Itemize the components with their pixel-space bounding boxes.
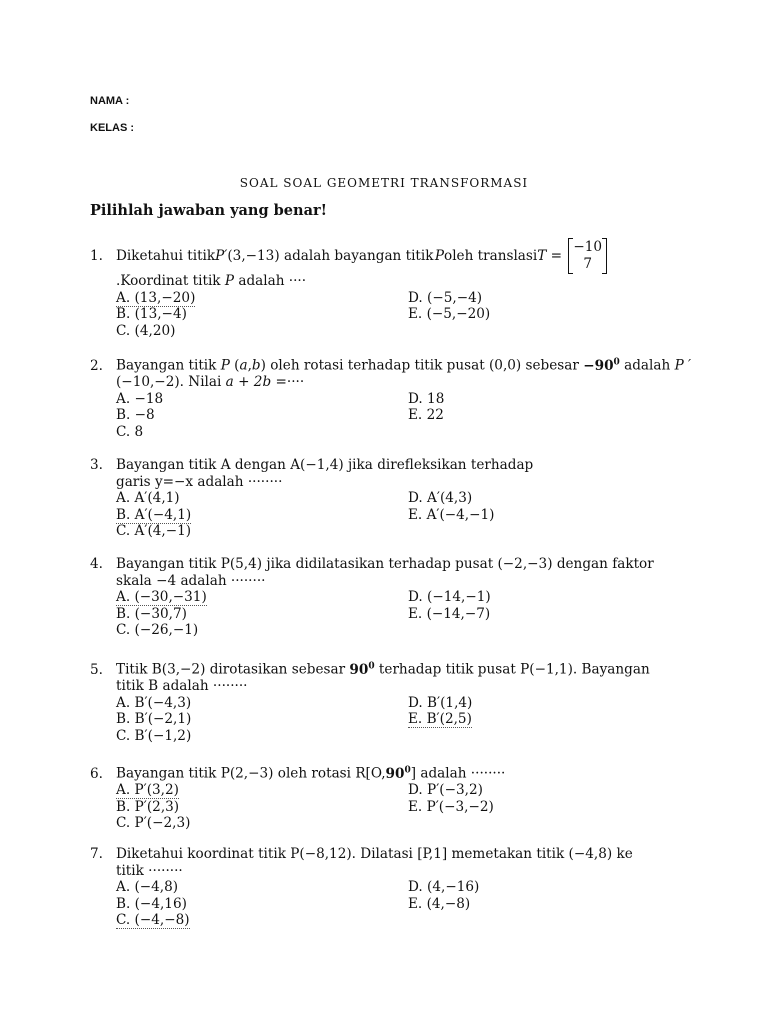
var-p-prime: P ′ xyxy=(674,357,692,374)
option-a[interactable]: A. (13,−20) xyxy=(116,289,196,306)
question-number: 6. xyxy=(90,765,103,782)
option-d[interactable]: D. 18 xyxy=(408,390,445,407)
expression: a + 2b xyxy=(225,374,272,391)
options xyxy=(90,290,690,340)
option-a[interactable]: A. (−4,8) xyxy=(116,879,179,896)
question-text: Bayangan titik A dengan A(−1,4) jika direfleksikan terhadap xyxy=(116,457,534,473)
option-e[interactable]: E. A′(−4,−1) xyxy=(408,506,495,523)
question-4 xyxy=(90,556,690,639)
option-a[interactable]: A. B′(−4,3) xyxy=(116,694,192,711)
option-b[interactable]: B. B′(−2,1) xyxy=(116,711,192,728)
question-text: ] adalah ········ xyxy=(410,765,506,782)
option-e[interactable]: E. B′(2,5) xyxy=(408,711,472,728)
options xyxy=(90,782,690,832)
options xyxy=(90,695,690,745)
option-b[interactable]: B. (−4,16) xyxy=(116,895,187,912)
question-text: oleh translasi xyxy=(444,247,538,264)
question-text: garis y=−x adalah ········ xyxy=(116,473,283,490)
question-number: 5. xyxy=(90,661,103,678)
question-5 xyxy=(90,658,690,745)
question-2 xyxy=(90,354,690,441)
question-number: 2. xyxy=(90,357,103,374)
question-text: adalah ···· xyxy=(234,273,307,289)
question-text: (3,−13) adalah bayangan titik xyxy=(227,247,434,264)
option-c[interactable]: C. 8 xyxy=(116,423,144,440)
option-b[interactable]: B. A′(−4,1) xyxy=(116,506,192,523)
options xyxy=(90,490,690,540)
option-a[interactable]: A. A′(4,1) xyxy=(116,490,180,507)
question-text: Diketahui titik xyxy=(116,247,216,264)
option-a[interactable]: A. −18 xyxy=(116,390,164,407)
question-number: 7. xyxy=(90,846,103,862)
question-number: 4. xyxy=(90,556,103,572)
options xyxy=(90,589,690,639)
option-b[interactable]: B. −8 xyxy=(116,407,155,424)
angle-value: 90 xyxy=(385,765,405,782)
option-b[interactable]: B. (−30,7) xyxy=(116,605,187,622)
question-text: Bayangan titik P(2,−3) oleh rotasi R[O, xyxy=(116,765,386,782)
var-b: b xyxy=(251,357,261,374)
nama-label: NAMA : xyxy=(90,95,130,107)
question-text: titik B adalah ········ xyxy=(116,678,248,695)
option-c[interactable]: C. A′(4,−1) xyxy=(116,523,192,540)
option-d[interactable]: D. (4,−16) xyxy=(408,879,480,896)
option-c[interactable]: C. (−26,−1) xyxy=(116,622,199,639)
question-3 xyxy=(90,457,690,540)
option-e[interactable]: E. P′(−3,−2) xyxy=(408,798,494,815)
rotation-angle xyxy=(386,766,411,782)
degree-mark: 0 xyxy=(613,357,620,367)
degree-mark: 0 xyxy=(368,661,375,671)
option-e[interactable]: E. (4,−8) xyxy=(408,895,471,912)
option-d[interactable]: D. A′(4,3) xyxy=(408,490,473,507)
instruction: Pilihlah jawaban yang benar! xyxy=(90,202,327,219)
option-c[interactable]: C. (4,20) xyxy=(116,322,176,339)
option-a[interactable]: A. P′(3,2) xyxy=(116,782,179,799)
question-text: terhadap titik pusat P(−1,1). Bayangan xyxy=(374,661,650,678)
option-c[interactable]: C. B′(−1,2) xyxy=(116,727,192,744)
angle-value: −90 xyxy=(583,357,614,374)
option-e[interactable]: E. 22 xyxy=(408,407,444,424)
options xyxy=(90,879,690,929)
question-text: Bayangan titik xyxy=(116,357,221,374)
rotation-angle xyxy=(583,358,620,374)
var-p-prime: P′ xyxy=(215,247,228,264)
var-p: P xyxy=(224,273,235,289)
option-b[interactable]: B. (13,−4) xyxy=(116,306,187,323)
kelas-label: KELAS : xyxy=(90,122,134,134)
degree-mark: 0 xyxy=(404,765,411,775)
option-d[interactable]: D. (−14,−1) xyxy=(408,589,491,606)
option-e[interactable]: E. (−14,−7) xyxy=(408,605,491,622)
question-text: ) oleh rotasi terhadap titik pusat (0,0) sebesar xyxy=(260,357,584,374)
rotation-angle xyxy=(349,662,374,678)
options xyxy=(90,391,690,441)
question-text: (−10,−2). Nilai xyxy=(116,374,226,391)
question-7 xyxy=(90,846,690,929)
option-a[interactable]: A. (−30,−31) xyxy=(116,589,207,606)
matrix-bottom: 7 xyxy=(583,256,593,272)
var-p: P xyxy=(434,247,445,264)
translation-matrix xyxy=(568,238,607,274)
question-number: 3. xyxy=(90,457,103,473)
option-d[interactable]: D. (−5,−4) xyxy=(408,289,483,306)
page-title: SOAL SOAL GEOMETRI TRANSFORMASI xyxy=(239,176,529,190)
question-text: .Koordinat titik xyxy=(116,273,225,289)
question-text: =···· xyxy=(271,374,305,391)
option-b[interactable]: B. P′(2,3) xyxy=(116,798,180,815)
question-text: Titik B(3,−2) dirotasikan sebesar xyxy=(116,661,350,678)
option-c[interactable]: C. P′(−2,3) xyxy=(116,815,191,832)
var-t: T xyxy=(537,247,547,264)
option-d[interactable]: D. P′(−3,2) xyxy=(408,782,483,799)
option-e[interactable]: E. (−5,−20) xyxy=(408,306,491,323)
comma: , xyxy=(247,357,252,374)
angle-value: 90 xyxy=(349,661,369,678)
question-number: 1. xyxy=(90,247,103,264)
var-a: a xyxy=(239,357,248,374)
question-1 xyxy=(90,238,690,339)
var-p: P xyxy=(220,357,230,374)
question-text: adalah xyxy=(619,357,675,374)
question-text: titik ········ xyxy=(116,862,183,879)
option-c[interactable]: C. (−4,−8) xyxy=(116,912,190,929)
question-text: ( xyxy=(229,357,240,374)
question-text: Bayangan titik P(5,4) jika didilatasikan terhadap pusat (−2,−3) dengan faktor xyxy=(116,556,654,572)
question-6 xyxy=(90,762,690,832)
option-d[interactable]: D. B′(1,4) xyxy=(408,694,473,711)
matrix-top: −10 xyxy=(573,239,603,255)
equals-sign: = xyxy=(546,247,567,264)
question-text: Diketahui koordinat titik P(−8,12). Dilatasi [P,1] memetakan titik (−4,8) ke xyxy=(116,846,633,862)
question-text: skala −4 adalah ········ xyxy=(116,572,266,589)
